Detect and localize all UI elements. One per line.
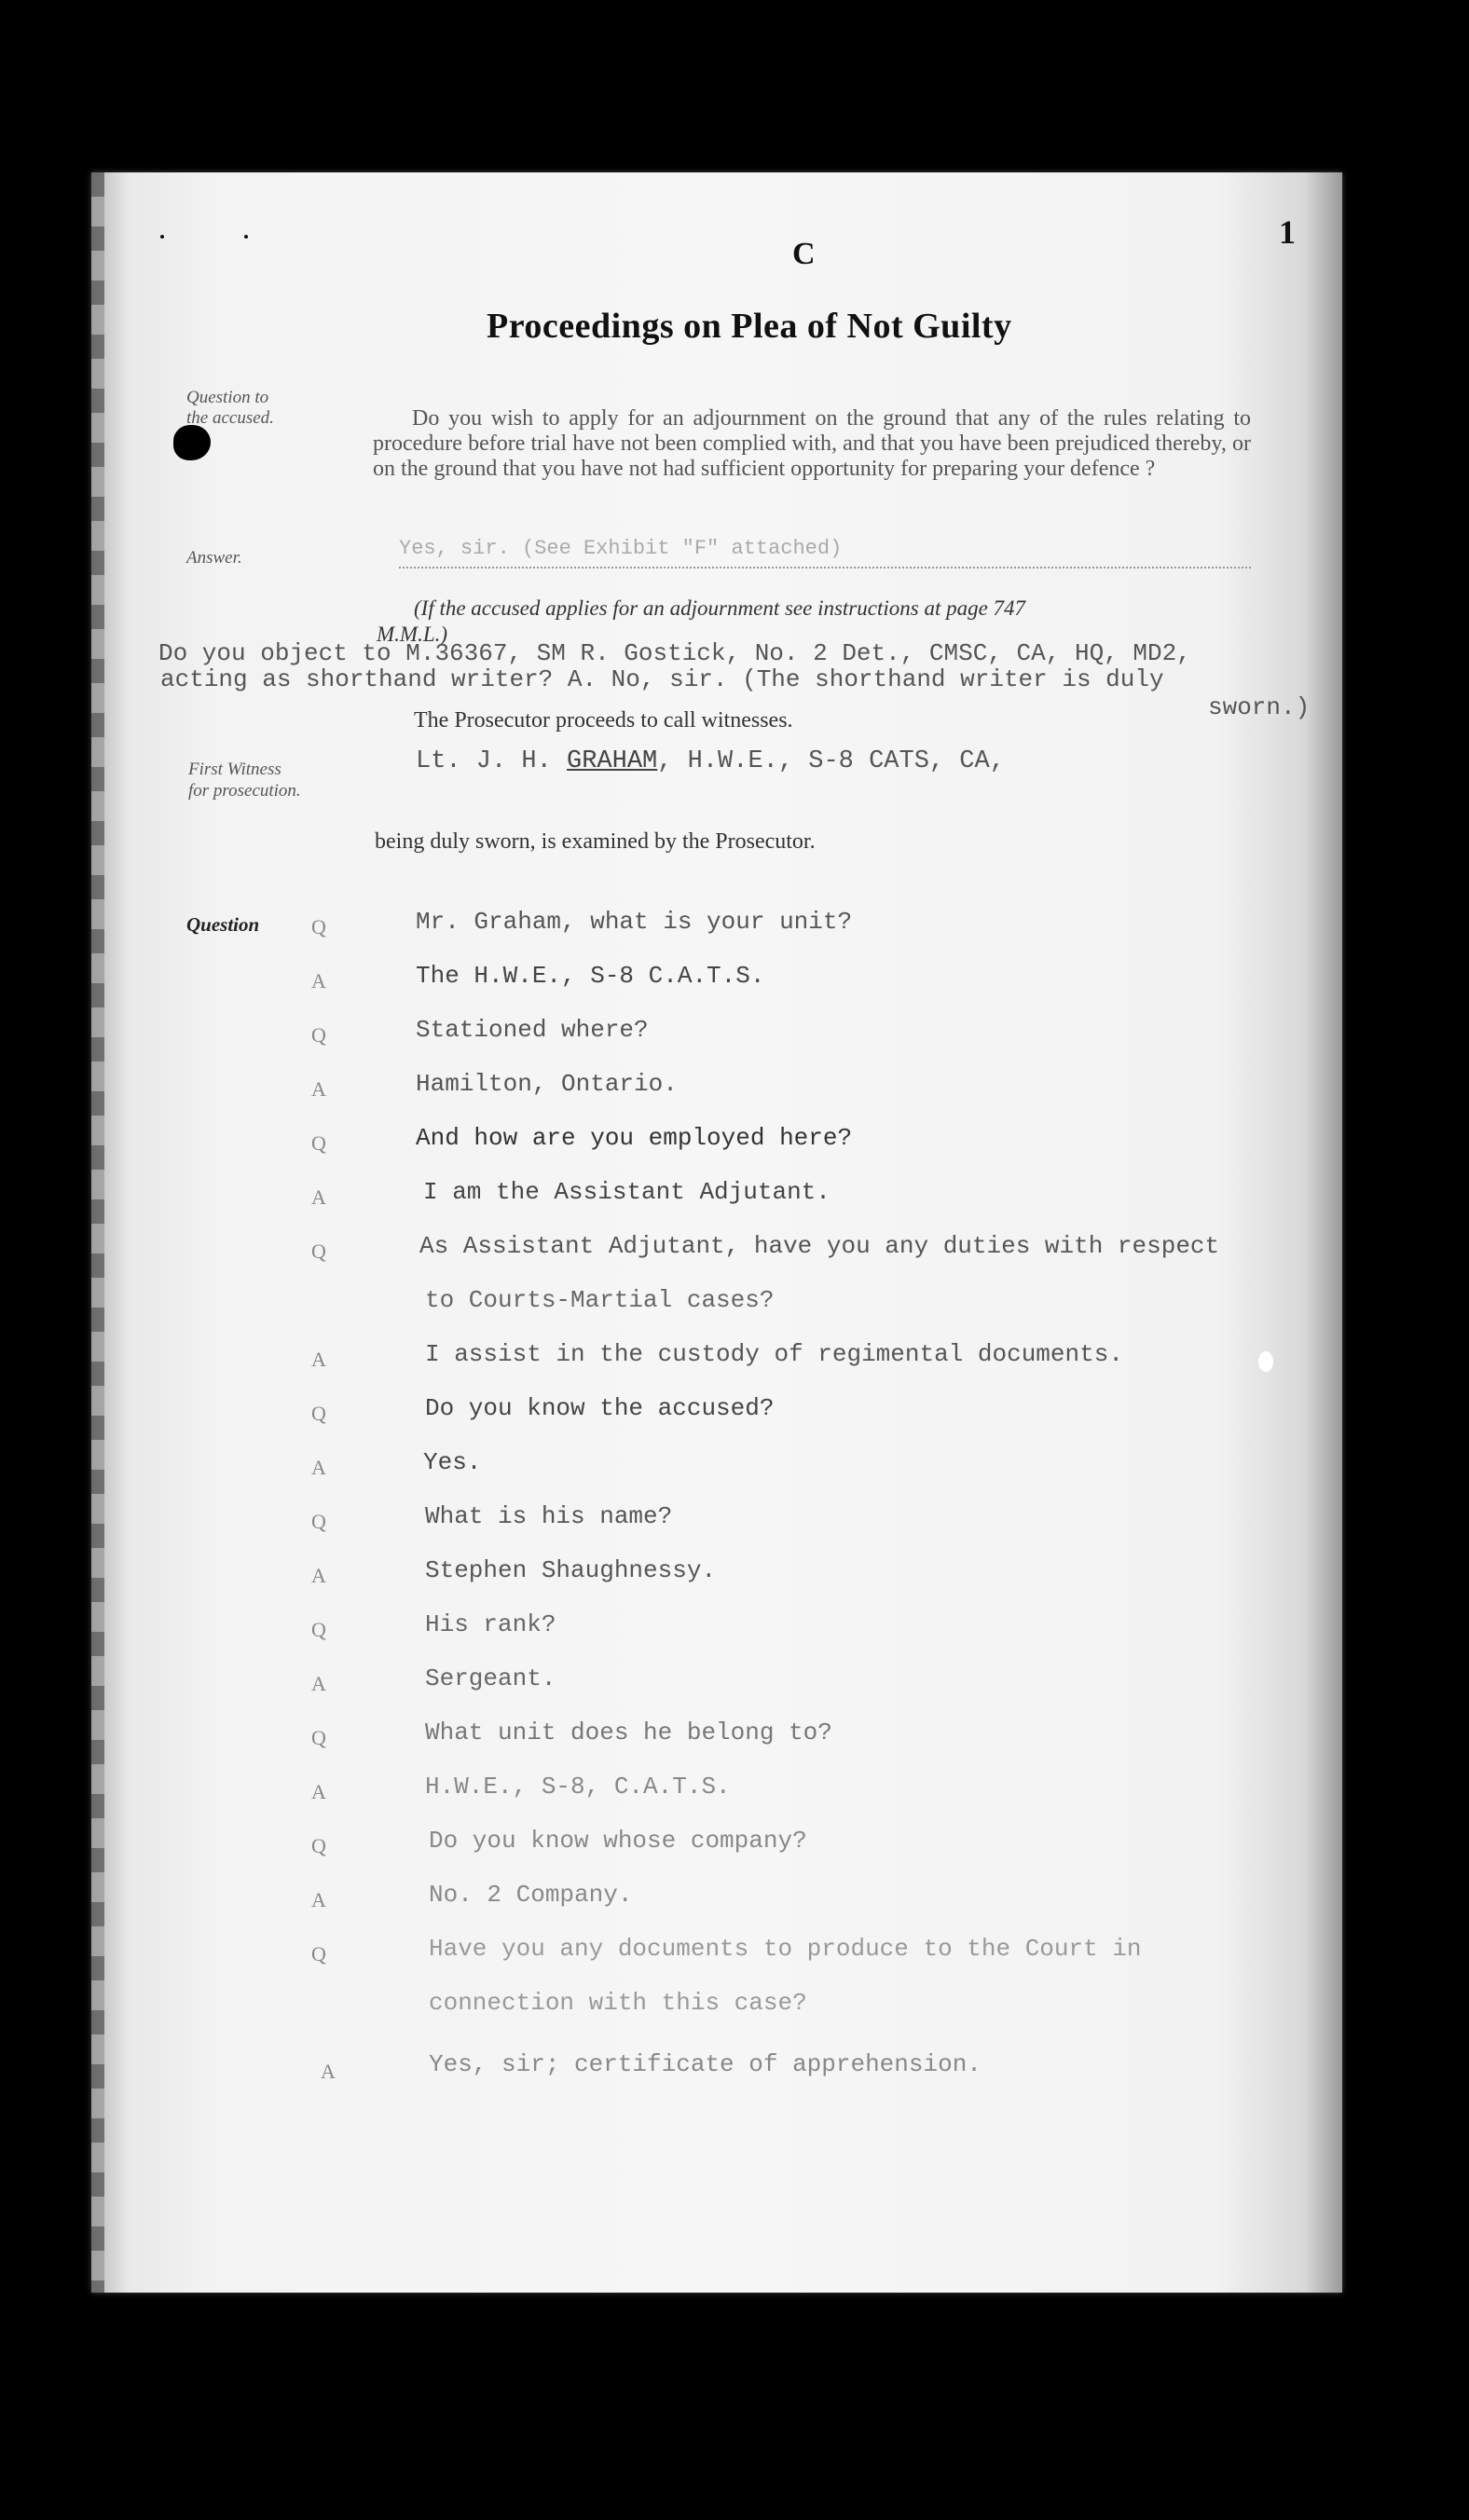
qa-letter: Q xyxy=(311,1942,326,1965)
qa-text: I assist in the custody of regimental documents. xyxy=(425,1340,1123,1368)
qa-text: As Assistant Adjutant, have you any duties with respect xyxy=(419,1232,1220,1260)
shorthand-writer-line-1: Do you object to M.36367, SM R. Gostick, No. 2 Det., CMSC, CA, HQ, MD2, xyxy=(158,639,1191,667)
qa-text: Do you know the accused? xyxy=(425,1394,775,1422)
witness-prefix: Lt. J. H. xyxy=(416,747,568,775)
qa-text: Yes, sir; certificate of apprehension. xyxy=(429,2050,982,2078)
qa-text: I am the Assistant Adjutant. xyxy=(423,1178,831,1206)
witness-name: GRAHAM xyxy=(567,747,658,775)
ink-speck xyxy=(244,235,248,239)
sworn-line: being duly sworn, is examined by the Prosecutor. xyxy=(375,829,816,854)
qa-letter: Q xyxy=(311,1131,326,1155)
qa-letter: A xyxy=(311,1672,326,1695)
page-title: Proceedings on Plea of Not Guilty xyxy=(487,307,1012,346)
qa-text: His rank? xyxy=(425,1610,556,1638)
qa-letter: Q xyxy=(311,1726,326,1749)
shorthand-writer-line-3: sworn.) xyxy=(1208,693,1311,721)
qa-text: Stephen Shaughnessy. xyxy=(425,1556,717,1584)
instruction-reference: M.M.L.) xyxy=(377,623,448,646)
qa-letter: A xyxy=(311,969,326,993)
margin-note-question: Question xyxy=(186,913,260,936)
qa-letter: A xyxy=(311,1564,326,1587)
qa-text: No. 2 Company. xyxy=(429,1881,633,1909)
qa-text: Do you know whose company? xyxy=(429,1827,807,1855)
margin-note-question-to: Question to xyxy=(186,388,269,407)
qa-letter: A xyxy=(311,1456,326,1479)
adjournment-question: Do you wish to apply for an adjournment on the ground that any of the rules relating to procedure before trial have not been complied with, and that you have been prejudiced thereby, or on the ground that you have not had sufficient opportunity for preparing your defence ? xyxy=(373,406,1251,481)
qa-letter: Q xyxy=(311,1023,326,1047)
qa-letter: A xyxy=(311,1077,326,1101)
qa-text: Hamilton, Ontario. xyxy=(416,1070,678,1098)
qa-letter: A xyxy=(311,1185,326,1209)
qa-text: connection with this case? xyxy=(429,1989,807,2017)
qa-letter: Q xyxy=(311,1239,326,1263)
paper-flaw xyxy=(1258,1351,1273,1372)
qa-letter: Q xyxy=(311,1618,326,1641)
qa-letter: A xyxy=(311,1888,326,1911)
qa-letter: Q xyxy=(311,1402,326,1425)
adjournment-instruction: (If the accused applies for an adjournment see instructions at page 747 xyxy=(414,596,1026,620)
prosecutor-line: The Prosecutor proceeds to call witnesses. xyxy=(414,708,793,733)
qa-text: Sergeant. xyxy=(425,1664,556,1692)
ink-speck xyxy=(160,235,164,239)
page-mark: 1 xyxy=(1279,213,1296,251)
qa-letter: Q xyxy=(311,1510,326,1533)
witness-suffix: , H.W.E., S-8 CATS, CA, xyxy=(657,747,1005,775)
qa-letter: Q xyxy=(311,1834,326,1857)
qa-text: And how are you employed here? xyxy=(416,1124,853,1152)
margin-note-the-accused: the accused. xyxy=(186,408,274,428)
margin-note-answer: Answer. xyxy=(186,548,242,568)
witness-line xyxy=(416,747,1005,775)
qa-letter: A xyxy=(311,1780,326,1803)
qa-text: Have you any documents to produce to the Court in xyxy=(429,1935,1142,1963)
qa-text: What is his name? xyxy=(425,1502,673,1530)
margin-note-for-prosecution: for prosecution. xyxy=(188,781,301,801)
qa-text: to Courts-Martial cases? xyxy=(425,1286,775,1314)
qa-text: Mr. Graham, what is your unit? xyxy=(416,908,853,936)
answer-field: Yes, sir. (See Exhibit "F" attached) xyxy=(399,537,1251,568)
qa-text: Stationed where? xyxy=(416,1016,649,1044)
binding-edge xyxy=(91,172,104,2293)
qa-letter: A xyxy=(321,2060,336,2083)
qa-text: What unit does he belong to? xyxy=(425,1719,832,1746)
qa-text: Yes. xyxy=(423,1448,482,1476)
qa-letter: Q xyxy=(311,915,326,938)
qa-text: H.W.E., S-8, C.A.T.S. xyxy=(425,1773,731,1801)
margin-note-first-witness: First Witness xyxy=(188,760,281,779)
shorthand-writer-line-2: acting as shorthand writer? A. No, sir. (The shorthand writer is duly xyxy=(160,665,1164,693)
section-letter: C xyxy=(792,237,816,271)
qa-letter: A xyxy=(311,1348,326,1371)
qa-text: The H.W.E., S-8 C.A.T.S. xyxy=(416,962,765,990)
